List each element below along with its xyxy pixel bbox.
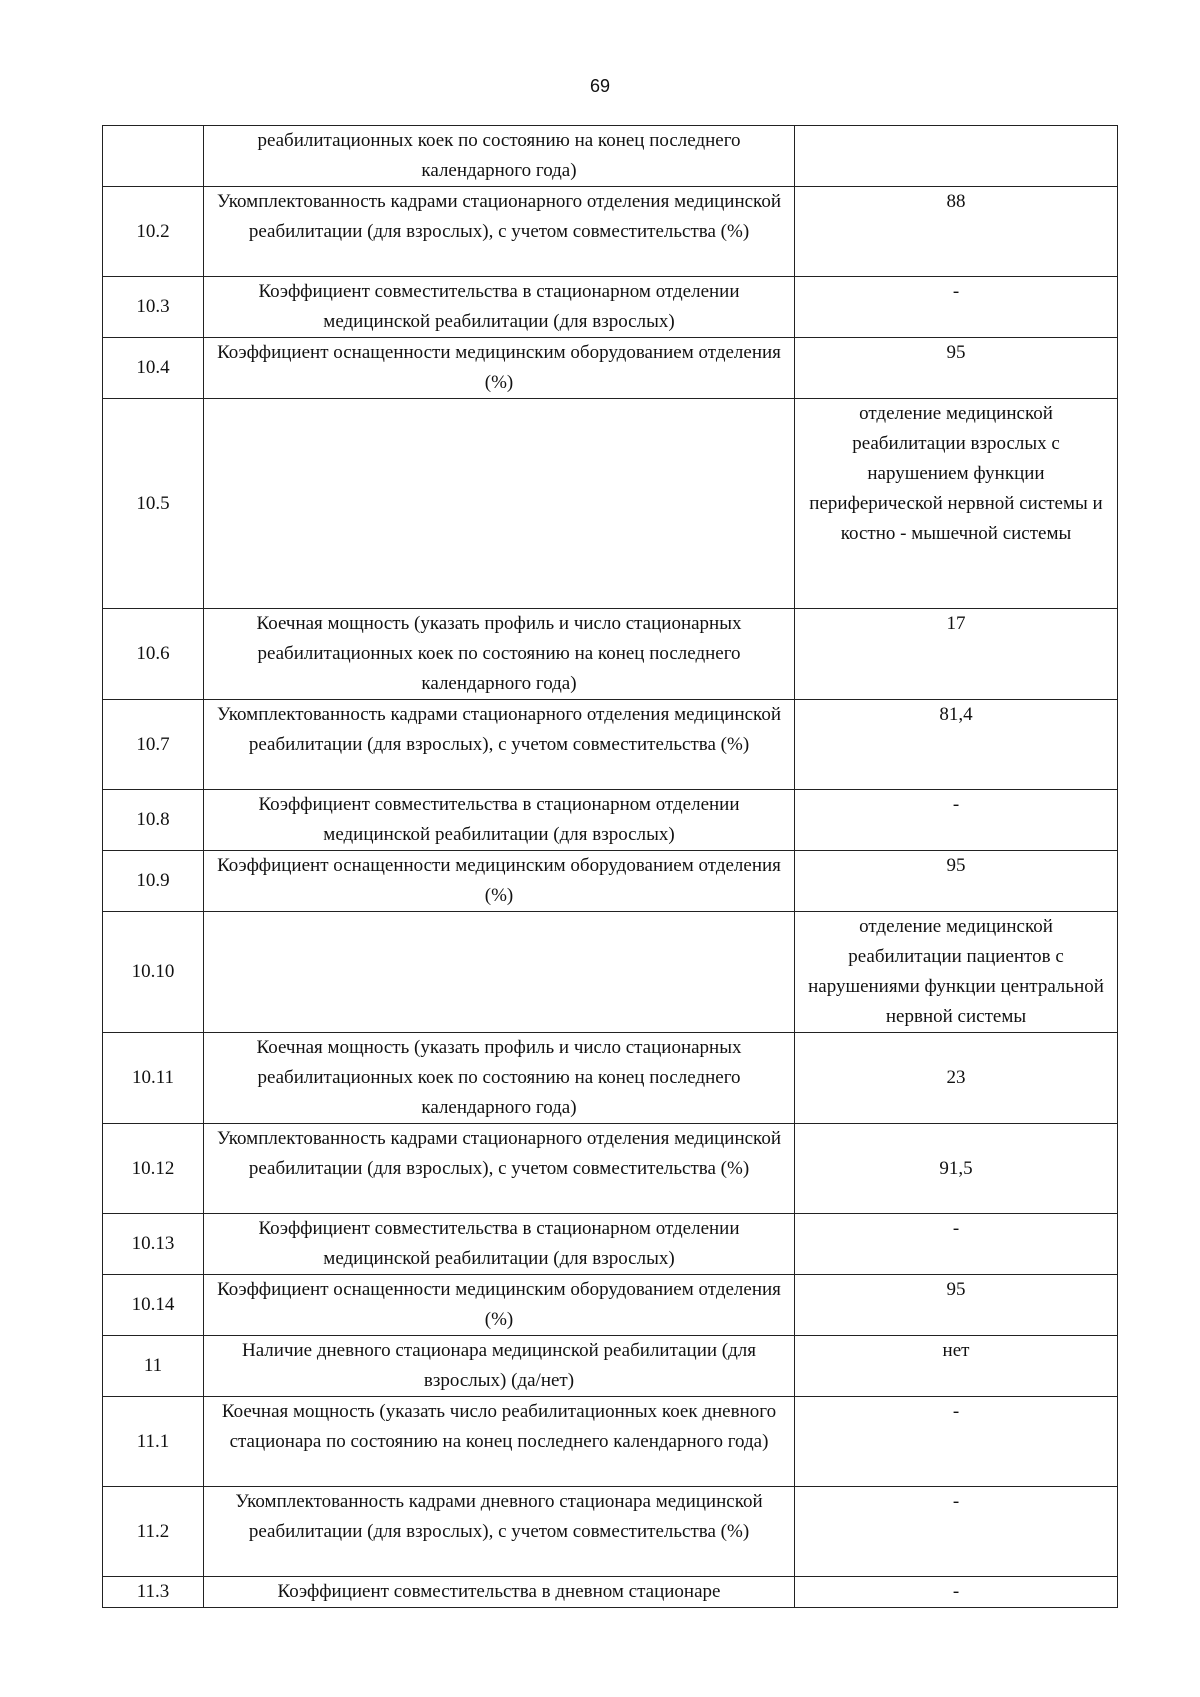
indicator-description: Коэффициент оснащенности медицинским оборудованием отделения (%)	[204, 338, 795, 399]
page-number: 69	[589, 76, 611, 96]
row-number: 10.4	[103, 338, 204, 399]
table-row	[103, 338, 1118, 399]
indicator-description: Коэффициент совместительства в стационарном отделении медицинской реабилитации (для взрослых)	[204, 1214, 795, 1275]
table-row	[103, 1336, 1118, 1397]
row-number: 10.13	[103, 1214, 204, 1275]
row-number: 10.2	[103, 187, 204, 277]
indicator-value: -	[795, 1487, 1118, 1577]
row-number: 10.10	[103, 912, 204, 1033]
indicator-description: Коечная мощность (указать профиль и число стационарных реабилитационных коек по состоянию на конец последнего календарного года)	[204, 1033, 795, 1124]
indicator-value: отделение медицинской реабилитации пациентов с нарушениями функции центральной нервной системы	[795, 912, 1118, 1033]
table-row	[103, 187, 1118, 277]
row-number: 10.11	[103, 1033, 204, 1124]
indicator-description: Коэффициент оснащенности медицинским оборудованием отделения (%)	[204, 851, 795, 912]
row-number: 10.9	[103, 851, 204, 912]
indicator-description: Укомплектованность кадрами стационарного отделения медицинской реабилитации (для взрослых), с учетом совместительства (%)	[204, 700, 795, 790]
row-number: 10.6	[103, 609, 204, 700]
indicator-value: нет	[795, 1336, 1118, 1397]
indicator-description: реабилитационных коек по состоянию на конец последнего календарного года)	[204, 126, 795, 187]
indicator-description: Коечная мощность (указать число реабилитационных коек дневного стационара по состоянию на конец последнего календарного года)	[204, 1397, 795, 1487]
row-number: 10.7	[103, 700, 204, 790]
table-row	[103, 1577, 1118, 1608]
indicator-description: Укомплектованность кадрами дневного стационара медицинской реабилитации (для взрослых), с учетом совместительства (%)	[204, 1487, 795, 1577]
indicator-value: 95	[795, 338, 1118, 399]
indicator-value: отделение медицинской реабилитации взрослых с нарушением функции периферической нервной системы и костно - мышечной системы	[795, 399, 1118, 609]
table-row	[103, 1033, 1118, 1124]
row-number: 10.5	[103, 399, 204, 609]
row-number: 10.3	[103, 277, 204, 338]
indicator-description	[204, 399, 795, 609]
indicators-table	[102, 125, 1118, 1608]
table-row	[103, 1214, 1118, 1275]
table-row	[103, 1487, 1118, 1577]
row-number: 10.14	[103, 1275, 204, 1336]
indicator-value: 95	[795, 1275, 1118, 1336]
indicator-description: Коэффициент совместительства в стационарном отделении медицинской реабилитации (для взрослых)	[204, 790, 795, 851]
indicator-value: 81,4	[795, 700, 1118, 790]
row-number	[103, 126, 204, 187]
table-row	[103, 851, 1118, 912]
row-number: 11.3	[103, 1577, 204, 1608]
indicator-description: Наличие дневного стационара медицинской реабилитации (для взрослых) (да/нет)	[204, 1336, 795, 1397]
indicator-description	[204, 912, 795, 1033]
table-row	[103, 277, 1118, 338]
indicator-value: 95	[795, 851, 1118, 912]
indicator-description: Коэффициент оснащенности медицинским оборудованием отделения (%)	[204, 1275, 795, 1336]
indicator-value	[795, 126, 1118, 187]
indicator-value: -	[795, 277, 1118, 338]
table-body	[103, 126, 1118, 1608]
indicator-description: Коечная мощность (указать профиль и число стационарных реабилитационных коек по состоянию на конец последнего календарного года)	[204, 609, 795, 700]
table-row	[103, 609, 1118, 700]
indicator-value: -	[795, 790, 1118, 851]
indicator-description: Коэффициент совместительства в дневном стационаре	[204, 1577, 795, 1608]
row-number: 11.2	[103, 1487, 204, 1577]
row-number: 11	[103, 1336, 204, 1397]
table-row	[103, 1397, 1118, 1487]
indicator-value: 17	[795, 609, 1118, 700]
indicator-description: Укомплектованность кадрами стационарного отделения медицинской реабилитации (для взрослых), с учетом совместительства (%)	[204, 1124, 795, 1214]
indicator-description: Коэффициент совместительства в стационарном отделении медицинской реабилитации (для взрослых)	[204, 277, 795, 338]
table-row	[103, 1275, 1118, 1336]
row-number: 10.8	[103, 790, 204, 851]
indicator-value: -	[795, 1214, 1118, 1275]
table-row	[103, 700, 1118, 790]
table-row	[103, 790, 1118, 851]
table-row	[103, 912, 1118, 1033]
indicator-value: 88	[795, 187, 1118, 277]
indicator-value: 91,5	[795, 1124, 1118, 1214]
table-row	[103, 126, 1118, 187]
table-row	[103, 1124, 1118, 1214]
indicator-value: 23	[795, 1033, 1118, 1124]
indicator-value: -	[795, 1577, 1118, 1608]
table-row	[103, 399, 1118, 609]
row-number: 11.1	[103, 1397, 204, 1487]
indicator-value: -	[795, 1397, 1118, 1487]
indicator-description: Укомплектованность кадрами стационарного отделения медицинской реабилитации (для взрослых), с учетом совместительства (%)	[204, 187, 795, 277]
row-number: 10.12	[103, 1124, 204, 1214]
